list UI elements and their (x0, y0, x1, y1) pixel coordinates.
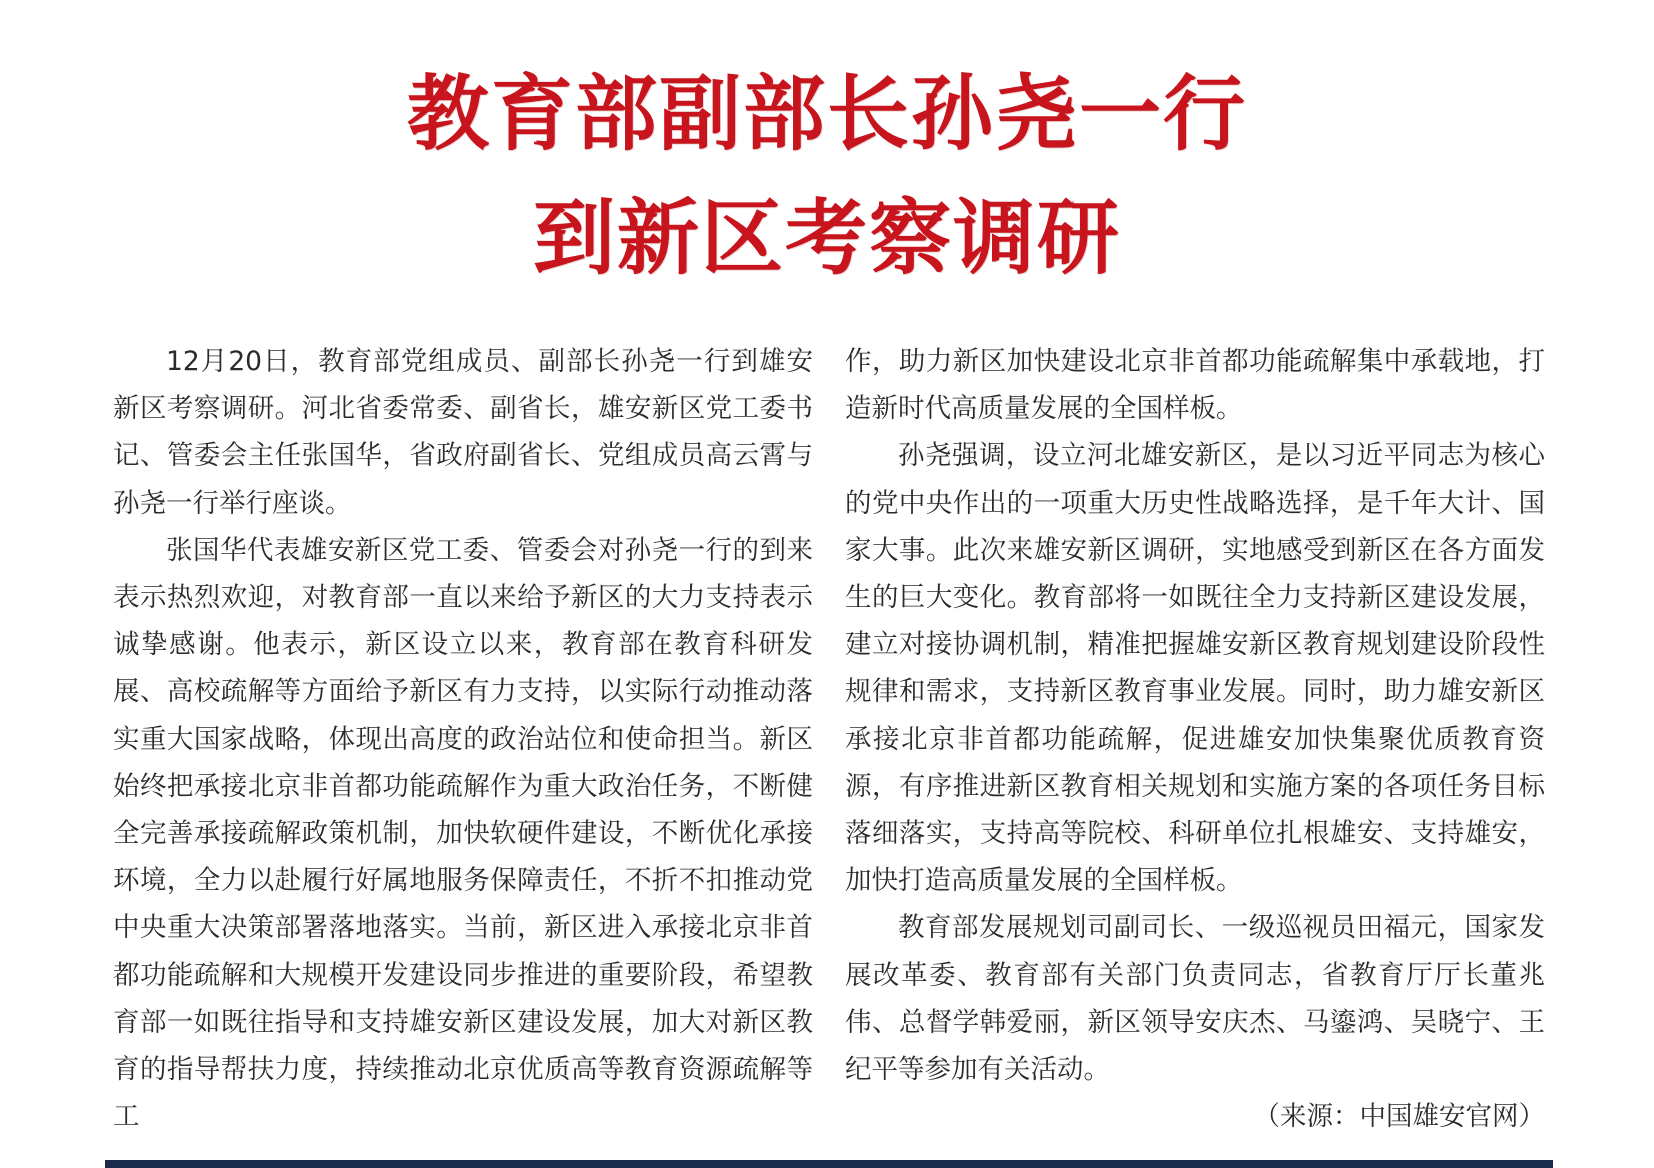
title-line-2: 到新区考察调研 (532, 190, 1121, 286)
paragraph-1: 12月20日，教育部党组成员、副部长孙尧一行到雄安新区考察调研。河北省委常委、副省长，雄安新区党工委书记、管委会主任张国华，省政府副省长、党组成员高云霄与孙尧一行举行座谈。 (113, 346, 813, 519)
bottom-divider (105, 1160, 1553, 1168)
title-line-1: 教育部副部长孙尧一行 (406, 66, 1247, 162)
paragraph-2-continued: 作，助力新区加快建设北京非首都功能疏解集中承载地，打造新时代高质量发展的全国样板。 (845, 346, 1545, 425)
paragraph-3: 孙尧强调，设立河北雄安新区，是以习近平同志为核心的党中央作出的一项重大历史性战略选择，是千年大计、国家大事。此次来雄安新区调研，实地感受到新区在各方面发生的巨大变化。教育部将一如既往全力支持新区建设发展，建立对接协调机制，精准把握雄安新区教育规划建设阶段性规律和需求，支持新区教育事业发展。同时，助力雄安新区承接北京非首都功能疏解，促进雄安加快集聚优质教育资源，有序推进新区教育相关规划和实施方案的各项任务目标落细落实，支持高等院校、科研单位扎根雄安、支持雄安，加快打造高质量发展的全国样板。 (845, 440, 1545, 897)
left-column (113, 338, 813, 1140)
paragraph-2: 张国华代表雄安新区党工委、管委会对孙尧一行的到来表示热烈欢迎，对教育部一直以来给予新区的大力支持表示诚挚感谢。他表示，新区设立以来，教育部在教育科研发展、高校疏解等方面给予新区有力支持，以实际行动推动落实重大国家战略，体现出高度的政治站位和使命担当。新区始终把承接北京非首都功能疏解作为重大政治任务，不断健全完善承接疏解政策机制，加快软硬件建设，不断优化承接环境，全力以赴履行好属地服务保障责任，不折不扣推动党中央重大决策部署落地落实。当前，新区进入承接北京非首都功能疏解和大规模开发建设同步推进的重要阶段，希望教育部一如既往指导和支持雄安新区建设发展，加大对新区教育的指导帮扶力度，持续推动北京优质高等教育资源疏解等工 (113, 534, 813, 1133)
paragraph-4: 教育部发展规划司副司长、一级巡视员田福元，国家发展改革委、教育部有关部门负责同志，省教育厅厅长董兆伟、总督学韩爱丽，新区领导安庆杰、马鎏鸿、吴晓宁、王纪平等参加有关活动。 (845, 912, 1545, 1086)
right-column (845, 338, 1545, 1140)
source-credit: （来源：中国雄安官网） (1253, 1101, 1545, 1133)
